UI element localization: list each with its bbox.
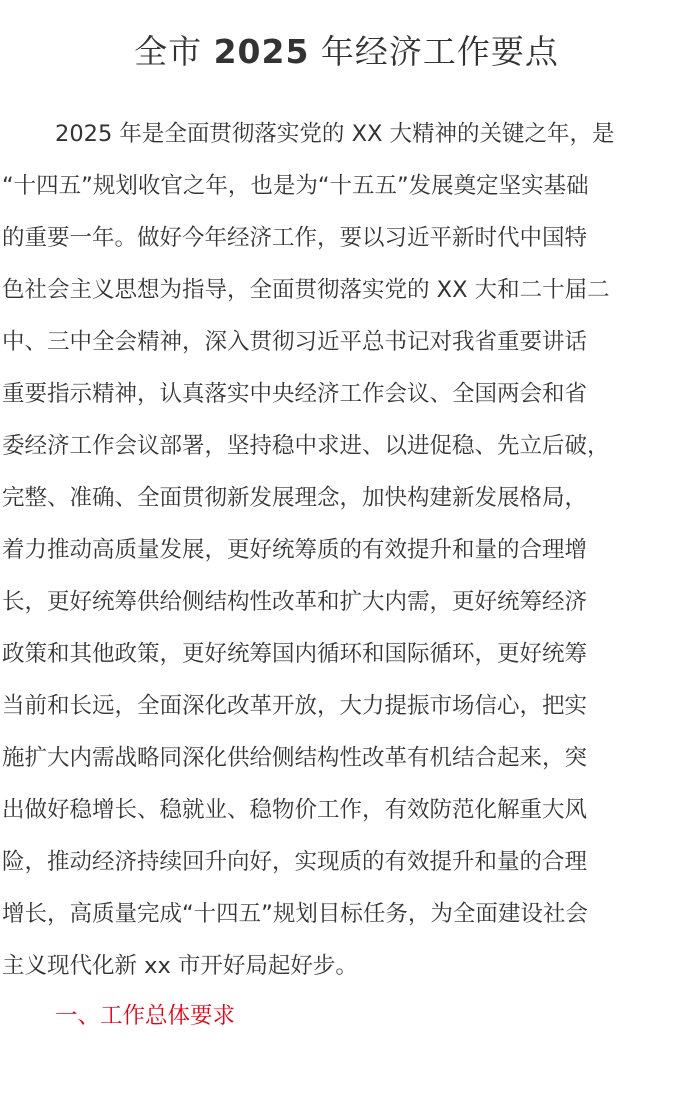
paragraph-line: “十四五”规划收官之年，也是为“十五五”发展奠定坚实基础 [2, 173, 589, 199]
paragraph-line: 重要指示精神，认真落实中央经济工作会议、全国两会和省 [2, 381, 588, 407]
paragraph-line: 完整、准确、全面贯彻新发展理念，加快构建新发展格局， [2, 485, 588, 511]
paragraph-line: 着力推动高质量发展，更好统筹质的有效提升和量的合理增 [2, 537, 588, 563]
paragraph-line: 2025 年是全面贯彻落实党的 XX 大精神的关键之年，是 [55, 121, 615, 147]
paragraph-line: 当前和长远，全面深化改革开放，大力提振市场信心，把实 [2, 693, 588, 719]
section-heading: 一、工作总体要求 [55, 1003, 236, 1029]
paragraph-line: 出做好稳增长、稳就业、稳物价工作，有效防范化解重大风 [2, 797, 588, 823]
document-title [0, 28, 693, 76]
intro-paragraph [2, 108, 691, 992]
paragraph-line: 中、三中全会精神，深入贯彻习近平总书记对我省重要讲话 [2, 329, 588, 355]
paragraph-line: 的重要一年。做好今年经济工作，要以习近平新时代中国特 [2, 225, 588, 251]
title-prefix: 全市 [134, 32, 214, 71]
paragraph-line: 主义现代化新 xx 市开好局起好步。 [2, 953, 358, 979]
paragraph-line: 政策和其他政策，更好统筹国内循环和国际循环，更好统筹 [2, 641, 588, 667]
paragraph-line: 险，推动经济持续回升向好，实现质的有效提升和量的合理 [2, 849, 588, 875]
title-year: 2025 [213, 32, 310, 71]
paragraph-line: 施扩大内需战略同深化供给侧结构性改革有机结合起来，突 [2, 745, 588, 771]
title-suffix: 年经济工作要点 [309, 32, 559, 71]
paragraph-line: 色社会主义思想为指导，全面贯彻落实党的 XX 大和二十届二 [2, 277, 610, 303]
paragraph-line: 委经济工作会议部署，坚持稳中求进、以进促稳、先立后破， [2, 433, 610, 459]
paragraph-line: 长，更好统筹供给侧结构性改革和扩大内需，更好统筹经济 [2, 589, 588, 615]
paragraph-line: 增长，高质量完成“十四五”规划目标任务，为全面建设社会 [2, 901, 588, 927]
